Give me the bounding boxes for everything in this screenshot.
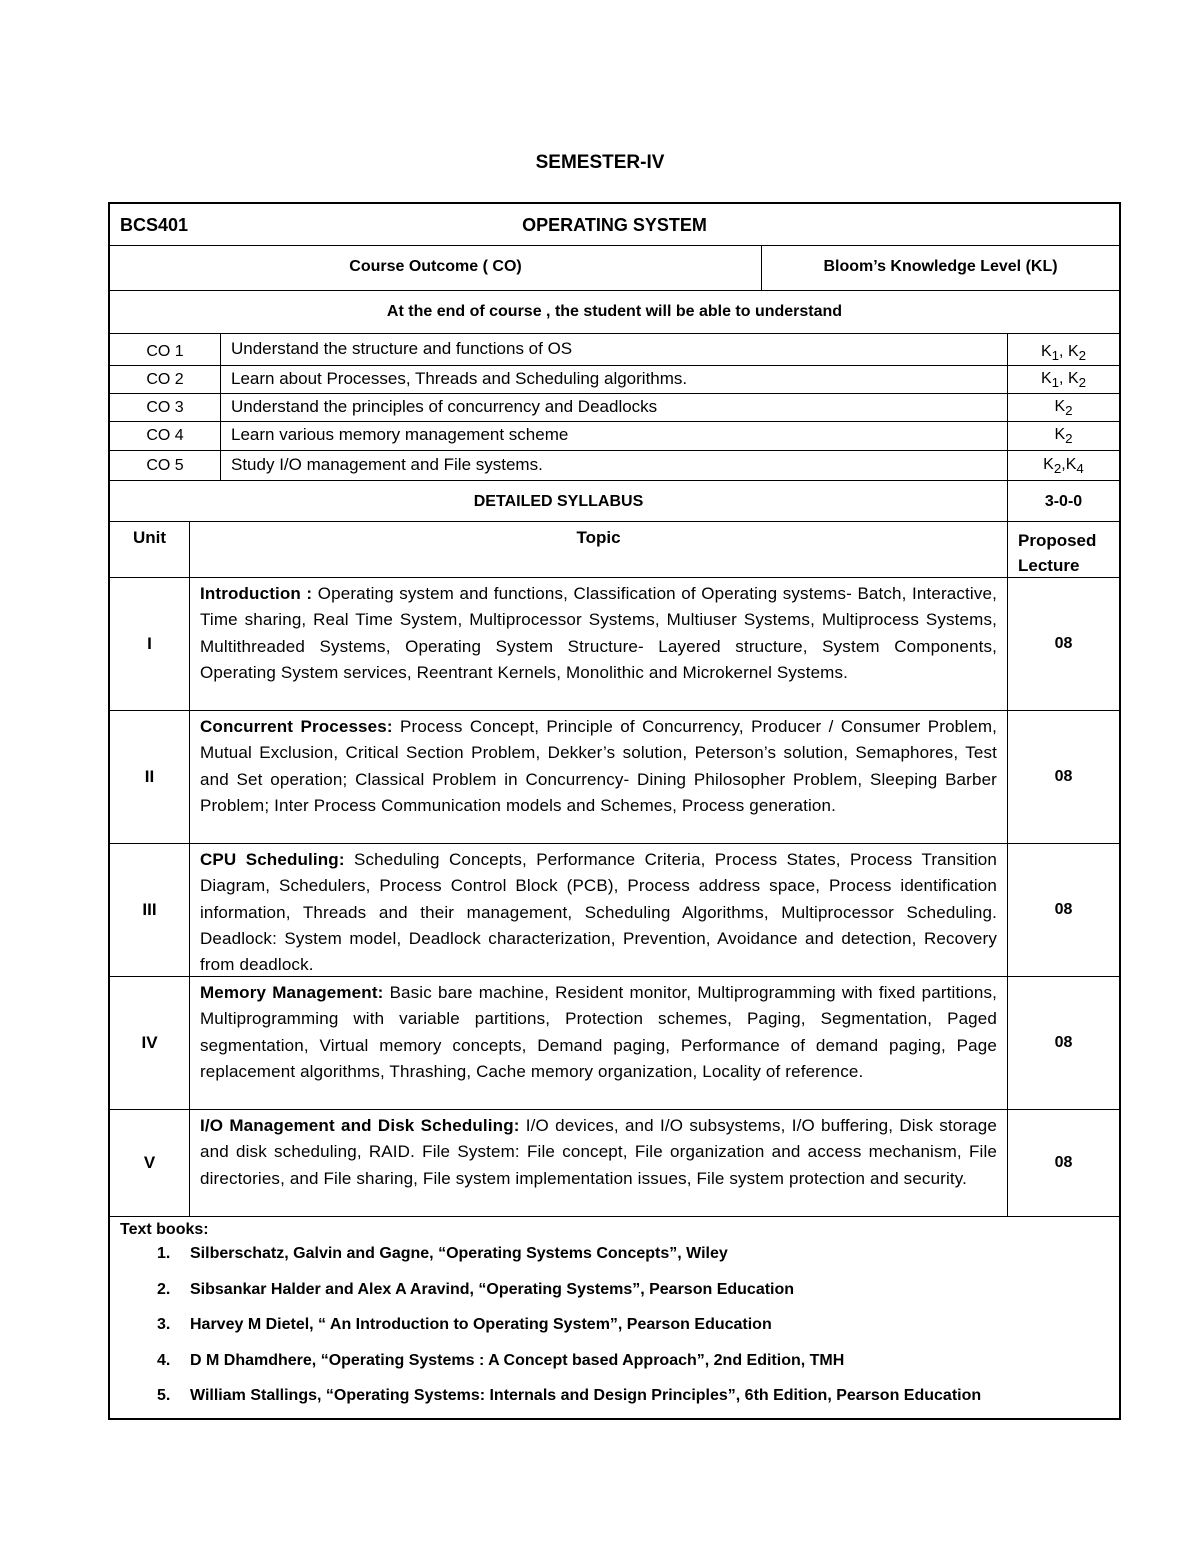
- textbook-item: [110, 1245, 1119, 1281]
- unit-number: I: [147, 634, 152, 653]
- course-code: BCS401: [120, 215, 189, 235]
- syllabus-table: [108, 202, 1121, 1420]
- unit-topic: [189, 711, 1007, 843]
- unit-topic-title: Memory Management:: [200, 983, 384, 1002]
- textbook-list: [110, 1245, 1119, 1423]
- co-kl: $K_2$: [1007, 422, 1119, 450]
- unit-topic-body: Scheduling Concepts, Performance Criteria, Process States, Process Transition Diagram, Schedulers, Process Control Block (PCB), Process address space, Process identification information, Threads and their management, Scheduling Algorithms, Multiprocessor Scheduling. Deadlock: System model, Deadlock characterization, Prevention, Avoidance and detection, Recovery from deadlock.: [200, 850, 997, 975]
- kl-header: Bloom’s Knowledge Level (KL): [761, 246, 1119, 290]
- textbook-text: Silberschatz, Galvin and Gagne, “Operating Systems Concepts”, Wiley: [190, 1245, 728, 1262]
- unit-row: [110, 1110, 1119, 1217]
- intro-row: [110, 291, 1119, 334]
- textbooks-heading: Text books:: [120, 1221, 209, 1238]
- textbook-text: Harvey M Dietel, “ An Introduction to Operating System”, Pearson Education: [190, 1316, 772, 1333]
- syllabus-heading-row: [110, 481, 1119, 522]
- unit-topic: [189, 578, 1007, 710]
- co-id: CO 3: [146, 399, 184, 416]
- unit-number: IV: [141, 1033, 158, 1052]
- co-id: CO 5: [146, 457, 184, 474]
- co-id: CO 2: [146, 371, 184, 388]
- unit-number: II: [144, 767, 155, 786]
- unit-topic-title: Concurrent Processes:: [200, 717, 393, 736]
- co-text: Learn various memory management scheme: [220, 422, 1007, 450]
- unit-lectures: 08: [1007, 977, 1119, 1109]
- unit-topic: [189, 1110, 1007, 1216]
- unit-number: III: [142, 900, 157, 919]
- semester-title: SEMESTER-IV: [535, 152, 665, 173]
- textbook-text: D M Dhamdhere, “Operating Systems : A Concept based Approach”, 2nd Edition, TMH: [190, 1351, 845, 1369]
- col-lecture: Proposed Lecture: [1007, 522, 1119, 577]
- course-title: OPERATING SYSTEM: [522, 215, 707, 235]
- textbook-item: [110, 1352, 1119, 1388]
- textbook-item: [110, 1316, 1119, 1352]
- unit-lectures: 08: [1007, 711, 1119, 843]
- co-text: Learn about Processes, Threads and Scheduling algorithms.: [220, 366, 1007, 393]
- textbook-text: Sibsankar Halder and Alex A Aravind, “Operating Systems”, Pearson Education: [190, 1280, 795, 1298]
- textbook-number: 3.: [157, 1316, 171, 1333]
- ltp: 3-0-0: [1007, 481, 1119, 521]
- co-header: Course Outcome ( CO): [349, 258, 522, 275]
- textbook-number: 1.: [157, 1245, 171, 1262]
- textbook-text: William Stallings, “Operating Systems: Internals and Design Principles”, 6th Edition, Pearson Education: [190, 1387, 982, 1404]
- co-id: CO 1: [146, 343, 184, 360]
- textbook-number: 5.: [157, 1387, 171, 1404]
- syllabus-heading: DETAILED SYLLABUS: [473, 493, 644, 510]
- co-text: Understand the principles of concurrency and Deadlocks: [220, 394, 1007, 421]
- unit-lectures: 08: [1007, 844, 1119, 976]
- co-text: Understand the structure and functions of OS: [220, 334, 1007, 365]
- unit-topic-body: Basic bare machine, Resident monitor, Multiprogramming with fixed partitions, Multiprogramming with variable partitions, Protection schemes, Paging, Segmentation, Paged segmentation, Virtual memory concepts, Demand paging, Performance of demand paging, Page replacement algorithms, Thrashing, Cache memory organization, Locality of reference.: [200, 983, 997, 1081]
- unit-row: [110, 844, 1119, 977]
- co-id: CO 4: [146, 427, 184, 444]
- textbook-number: 2.: [157, 1280, 171, 1298]
- textbook-number: 4.: [157, 1351, 171, 1369]
- syllabus-columns-row: [110, 522, 1119, 578]
- unit-topic-title: I/O Management and Disk Scheduling:: [200, 1116, 520, 1135]
- course-header-row: [110, 204, 1119, 246]
- unit-topic-body: Process Concept, Principle of Concurrency, Producer / Consumer Problem, Mutual Exclusion, Critical Section Problem, Dekker’s solution, Peterson’s solution, Semaphores, Test and Set operation; Classical Problem in Concurrency- Dining Philosopher Problem, Sleeping Barber Problem; Inter Process Communication models and Schemes, Process generation.: [200, 717, 998, 815]
- unit-lectures: 08: [1007, 578, 1119, 710]
- col-unit: Unit: [132, 528, 167, 547]
- unit-topic-body: Operating system and functions, Classification of Operating systems- Batch, Interactive, Time sharing, Real Time System, Multiprocessor Systems, Multiuser Systems, Multiprocess Systems, Multithreaded Systems, Operating System Structure- Layered structure, System Components, Operating System services, Reentrant Kernels, Monolithic and Microkernel Systems.: [200, 584, 997, 682]
- unit-topic: [189, 977, 1007, 1109]
- co-kl: $K_2$: [1007, 394, 1119, 421]
- unit-topic-title: CPU Scheduling:: [200, 850, 345, 869]
- co-kl: $K_1$, $K_2$: [1007, 366, 1119, 393]
- co-kl: $K_2,K_4$: [1007, 451, 1119, 480]
- unit-number: V: [143, 1153, 156, 1172]
- col-topic: Topic: [189, 522, 1007, 577]
- co-row: [110, 422, 1119, 451]
- textbook-item: [110, 1281, 1119, 1317]
- unit-topic-title: Introduction :: [200, 584, 313, 603]
- unit-row: [110, 977, 1119, 1110]
- unit-row: [110, 578, 1119, 711]
- unit-topic: [189, 844, 1007, 976]
- co-row: [110, 451, 1119, 481]
- co-row: [110, 394, 1119, 422]
- co-row: [110, 366, 1119, 394]
- intro-text: At the end of course , the student will be able to understand: [386, 303, 843, 320]
- co-kl-header-row: [110, 246, 1119, 291]
- co-row: [110, 334, 1119, 366]
- unit-lectures: 08: [1007, 1110, 1119, 1216]
- textbook-item: [110, 1387, 1119, 1423]
- co-kl: $K_1$, $K_2$: [1007, 334, 1119, 365]
- unit-topic-body: I/O devices, and I/O subsystems, I/O buffering, Disk storage and disk scheduling, RAID. File System: File concept, File organization and access mechanism, File directories, and File sharing, File system implementation issues, File system protection and security.: [200, 1116, 997, 1188]
- co-text: Study I/O management and File systems.: [220, 451, 1007, 480]
- unit-row: [110, 711, 1119, 844]
